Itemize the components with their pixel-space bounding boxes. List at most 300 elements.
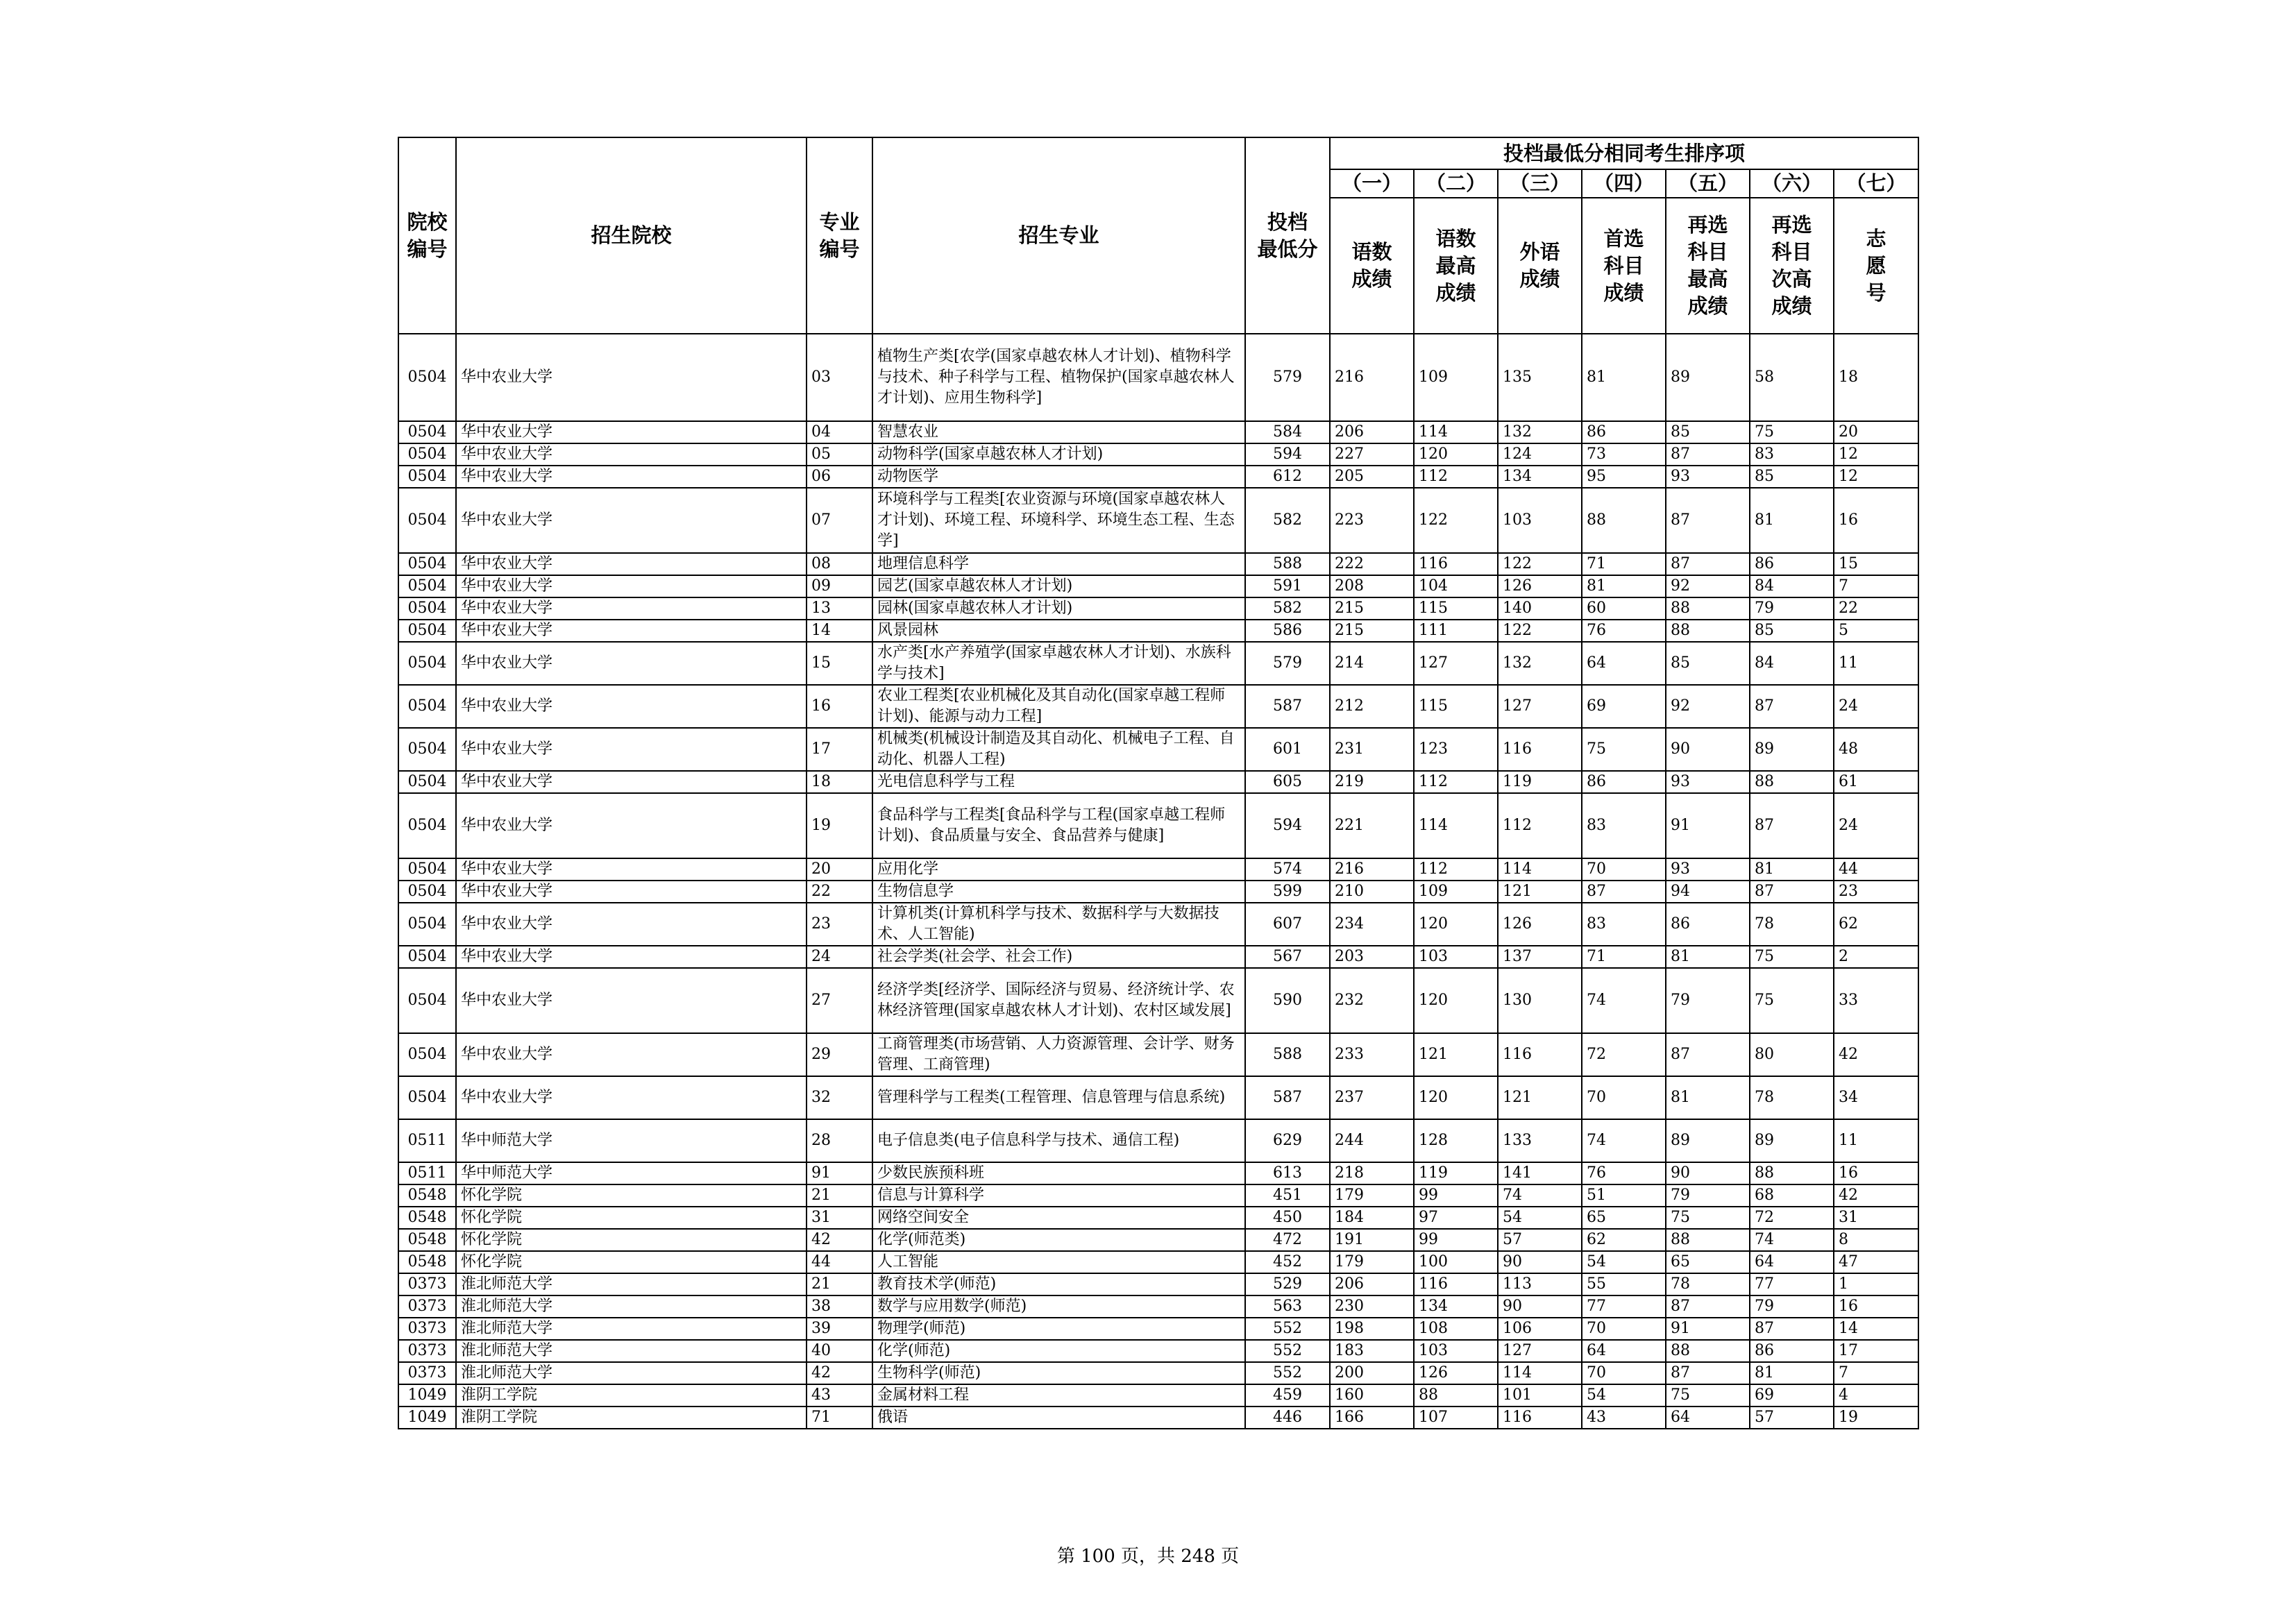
cell-tiebreak-value: 79 bbox=[1750, 597, 1834, 620]
cell-school-code: 0504 bbox=[398, 421, 456, 443]
cell-school-name: 华中农业大学 bbox=[456, 620, 807, 642]
cell-min-score: 584 bbox=[1245, 421, 1330, 443]
header-tiebreak-num: （二） bbox=[1414, 169, 1498, 198]
cell-tiebreak-value: 89 bbox=[1750, 728, 1834, 771]
cell-tiebreak-value: 116 bbox=[1414, 553, 1498, 575]
cell-school-code: 1049 bbox=[398, 1407, 456, 1429]
cell-tiebreak-value: 86 bbox=[1582, 771, 1666, 793]
cell-school-code: 0504 bbox=[398, 858, 456, 881]
cell-major-code: 09 bbox=[807, 575, 872, 597]
table-row bbox=[398, 466, 1918, 488]
cell-tiebreak-value: 83 bbox=[1582, 793, 1666, 858]
cell-school-name: 华中农业大学 bbox=[456, 1076, 807, 1119]
table-row bbox=[398, 620, 1918, 642]
cell-major-name: 生物科学(师范) bbox=[872, 1362, 1245, 1384]
cell-tiebreak-value: 88 bbox=[1750, 771, 1834, 793]
cell-tiebreak-value: 77 bbox=[1750, 1273, 1834, 1295]
cell-tiebreak-value: 114 bbox=[1414, 421, 1498, 443]
cell-tiebreak-value: 70 bbox=[1582, 858, 1666, 881]
cell-tiebreak-value: 103 bbox=[1498, 488, 1582, 553]
cell-tiebreak-value: 109 bbox=[1414, 881, 1498, 903]
cell-major-code: 06 bbox=[807, 466, 872, 488]
cell-school-code: 0548 bbox=[398, 1184, 456, 1207]
cell-tiebreak-value: 75 bbox=[1666, 1207, 1750, 1229]
cell-tiebreak-value: 109 bbox=[1414, 334, 1498, 421]
cell-school-name: 华中农业大学 bbox=[456, 642, 807, 685]
cell-major-code: 05 bbox=[807, 443, 872, 466]
cell-tiebreak-value: 135 bbox=[1498, 334, 1582, 421]
table-row bbox=[398, 1407, 1918, 1429]
cell-school-name: 华中农业大学 bbox=[456, 793, 807, 858]
cell-tiebreak-value: 244 bbox=[1330, 1119, 1414, 1162]
cell-major-name: 地理信息科学 bbox=[872, 553, 1245, 575]
table-row bbox=[398, 1273, 1918, 1295]
cell-min-score: 599 bbox=[1245, 881, 1330, 903]
cell-tiebreak-value: 88 bbox=[1666, 1229, 1750, 1251]
header-tiebreak-label: 语数 成绩 bbox=[1330, 198, 1414, 334]
cell-school-code: 0504 bbox=[398, 575, 456, 597]
cell-tiebreak-value: 137 bbox=[1498, 946, 1582, 968]
cell-tiebreak-value: 5 bbox=[1834, 620, 1918, 642]
cell-tiebreak-value: 86 bbox=[1666, 903, 1750, 946]
cell-min-score: 567 bbox=[1245, 946, 1330, 968]
cell-tiebreak-value: 227 bbox=[1330, 443, 1414, 466]
cell-tiebreak-value: 88 bbox=[1666, 597, 1750, 620]
cell-tiebreak-value: 70 bbox=[1582, 1318, 1666, 1340]
cell-tiebreak-value: 216 bbox=[1330, 334, 1414, 421]
cell-tiebreak-value: 17 bbox=[1834, 1340, 1918, 1362]
cell-major-code: 71 bbox=[807, 1407, 872, 1429]
cell-tiebreak-value: 69 bbox=[1582, 685, 1666, 728]
cell-school-code: 0504 bbox=[398, 881, 456, 903]
table-row bbox=[398, 1076, 1918, 1119]
cell-tiebreak-value: 62 bbox=[1834, 903, 1918, 946]
cell-tiebreak-value: 132 bbox=[1498, 421, 1582, 443]
cell-major-code: 42 bbox=[807, 1362, 872, 1384]
cell-tiebreak-value: 87 bbox=[1666, 553, 1750, 575]
cell-school-name: 华中农业大学 bbox=[456, 968, 807, 1033]
cell-school-name: 华中农业大学 bbox=[456, 466, 807, 488]
cell-tiebreak-value: 115 bbox=[1414, 597, 1498, 620]
cell-tiebreak-value: 85 bbox=[1666, 642, 1750, 685]
cell-major-name: 机械类(机械设计制造及其自动化、机械电子工程、自动化、机器人工程) bbox=[872, 728, 1245, 771]
cell-school-code: 0373 bbox=[398, 1318, 456, 1340]
cell-min-score: 591 bbox=[1245, 575, 1330, 597]
cell-tiebreak-value: 91 bbox=[1666, 1318, 1750, 1340]
cell-school-code: 0504 bbox=[398, 771, 456, 793]
header-min-score: 投档 最低分 bbox=[1245, 137, 1330, 334]
cell-tiebreak-value: 48 bbox=[1834, 728, 1918, 771]
cell-school-name: 华中农业大学 bbox=[456, 421, 807, 443]
page-footer: 第 100 页，共 248 页 bbox=[1056, 1546, 1240, 1567]
cell-tiebreak-value: 126 bbox=[1498, 903, 1582, 946]
cell-tiebreak-value: 70 bbox=[1582, 1362, 1666, 1384]
cell-tiebreak-value: 166 bbox=[1330, 1407, 1414, 1429]
table-row bbox=[398, 1318, 1918, 1340]
cell-tiebreak-value: 206 bbox=[1330, 421, 1414, 443]
cell-tiebreak-value: 74 bbox=[1582, 1119, 1666, 1162]
cell-tiebreak-value: 116 bbox=[1498, 1407, 1582, 1429]
cell-tiebreak-value: 69 bbox=[1750, 1384, 1834, 1407]
cell-tiebreak-value: 20 bbox=[1834, 421, 1918, 443]
cell-major-code: 18 bbox=[807, 771, 872, 793]
cell-tiebreak-value: 88 bbox=[1582, 488, 1666, 553]
cell-tiebreak-value: 87 bbox=[1666, 1295, 1750, 1318]
cell-tiebreak-value: 90 bbox=[1666, 1162, 1750, 1184]
cell-tiebreak-value: 22 bbox=[1834, 597, 1918, 620]
cell-tiebreak-value: 219 bbox=[1330, 771, 1414, 793]
cell-tiebreak-value: 54 bbox=[1582, 1384, 1666, 1407]
cell-tiebreak-value: 122 bbox=[1498, 553, 1582, 575]
cell-tiebreak-value: 94 bbox=[1666, 881, 1750, 903]
cell-major-code: 44 bbox=[807, 1251, 872, 1273]
cell-tiebreak-value: 93 bbox=[1666, 771, 1750, 793]
cell-major-code: 43 bbox=[807, 1384, 872, 1407]
cell-tiebreak-value: 78 bbox=[1666, 1273, 1750, 1295]
cell-tiebreak-value: 44 bbox=[1834, 858, 1918, 881]
cell-major-name: 信息与计算科学 bbox=[872, 1184, 1245, 1207]
table-row bbox=[398, 334, 1918, 421]
cell-tiebreak-value: 81 bbox=[1666, 1076, 1750, 1119]
table-row bbox=[398, 1251, 1918, 1273]
cell-tiebreak-value: 19 bbox=[1834, 1407, 1918, 1429]
cell-major-name: 动物科学(国家卓越农林人才计划) bbox=[872, 443, 1245, 466]
cell-major-code: 21 bbox=[807, 1273, 872, 1295]
cell-major-name: 网络空间安全 bbox=[872, 1207, 1245, 1229]
header-tiebreak-num: （三） bbox=[1498, 169, 1582, 198]
cell-school-name: 华中农业大学 bbox=[456, 771, 807, 793]
table-row bbox=[398, 597, 1918, 620]
cell-min-score: 552 bbox=[1245, 1362, 1330, 1384]
cell-tiebreak-value: 97 bbox=[1414, 1207, 1498, 1229]
cell-tiebreak-value: 75 bbox=[1750, 421, 1834, 443]
cell-tiebreak-value: 65 bbox=[1582, 1207, 1666, 1229]
cell-tiebreak-value: 11 bbox=[1834, 642, 1918, 685]
cell-tiebreak-value: 43 bbox=[1582, 1407, 1666, 1429]
cell-tiebreak-value: 23 bbox=[1834, 881, 1918, 903]
cell-tiebreak-value: 87 bbox=[1750, 881, 1834, 903]
cell-tiebreak-value: 216 bbox=[1330, 858, 1414, 881]
cell-tiebreak-value: 203 bbox=[1330, 946, 1414, 968]
table-row bbox=[398, 575, 1918, 597]
cell-school-code: 0504 bbox=[398, 793, 456, 858]
cell-tiebreak-value: 88 bbox=[1666, 620, 1750, 642]
cell-tiebreak-value: 101 bbox=[1498, 1384, 1582, 1407]
cell-tiebreak-value: 121 bbox=[1498, 881, 1582, 903]
cell-major-name: 光电信息科学与工程 bbox=[872, 771, 1245, 793]
cell-tiebreak-value: 64 bbox=[1582, 1340, 1666, 1362]
cell-tiebreak-value: 89 bbox=[1666, 1119, 1750, 1162]
cell-tiebreak-value: 127 bbox=[1498, 1340, 1582, 1362]
cell-tiebreak-value: 230 bbox=[1330, 1295, 1414, 1318]
cell-school-code: 0504 bbox=[398, 903, 456, 946]
cell-min-score: 588 bbox=[1245, 1033, 1330, 1076]
cell-tiebreak-value: 237 bbox=[1330, 1076, 1414, 1119]
header-school-name: 招生院校 bbox=[456, 137, 807, 334]
header-tiebreak-num: （一） bbox=[1330, 169, 1414, 198]
cell-major-code: 04 bbox=[807, 421, 872, 443]
cell-tiebreak-value: 210 bbox=[1330, 881, 1414, 903]
cell-tiebreak-value: 79 bbox=[1666, 1184, 1750, 1207]
cell-major-name: 人工智能 bbox=[872, 1251, 1245, 1273]
cell-tiebreak-value: 70 bbox=[1582, 1076, 1666, 1119]
cell-tiebreak-value: 76 bbox=[1582, 620, 1666, 642]
cell-school-code: 0548 bbox=[398, 1207, 456, 1229]
cell-major-code: 17 bbox=[807, 728, 872, 771]
cell-tiebreak-value: 64 bbox=[1582, 642, 1666, 685]
cell-min-score: 579 bbox=[1245, 334, 1330, 421]
cell-tiebreak-value: 87 bbox=[1666, 443, 1750, 466]
header-tiebreak-label: 再选 科目 最高 成绩 bbox=[1666, 198, 1750, 334]
cell-tiebreak-value: 212 bbox=[1330, 685, 1414, 728]
cell-major-code: 32 bbox=[807, 1076, 872, 1119]
cell-tiebreak-value: 120 bbox=[1414, 443, 1498, 466]
cell-major-name: 园林(国家卓越农林人才计划) bbox=[872, 597, 1245, 620]
cell-min-score: 579 bbox=[1245, 642, 1330, 685]
cell-tiebreak-value: 79 bbox=[1750, 1295, 1834, 1318]
cell-tiebreak-value: 12 bbox=[1834, 443, 1918, 466]
cell-tiebreak-value: 126 bbox=[1414, 1362, 1498, 1384]
cell-tiebreak-value: 121 bbox=[1498, 1076, 1582, 1119]
cell-tiebreak-value: 64 bbox=[1666, 1407, 1750, 1429]
cell-major-code: 16 bbox=[807, 685, 872, 728]
cell-tiebreak-value: 81 bbox=[1666, 946, 1750, 968]
cell-tiebreak-value: 54 bbox=[1498, 1207, 1582, 1229]
cell-tiebreak-value: 75 bbox=[1750, 968, 1834, 1033]
cell-tiebreak-value: 78 bbox=[1750, 1076, 1834, 1119]
cell-min-score: 451 bbox=[1245, 1184, 1330, 1207]
cell-tiebreak-value: 140 bbox=[1498, 597, 1582, 620]
cell-major-code: 23 bbox=[807, 903, 872, 946]
cell-min-score: 588 bbox=[1245, 553, 1330, 575]
admission-score-table bbox=[398, 137, 1919, 1429]
cell-major-code: 91 bbox=[807, 1162, 872, 1184]
table-row bbox=[398, 771, 1918, 793]
cell-tiebreak-value: 232 bbox=[1330, 968, 1414, 1033]
cell-tiebreak-value: 108 bbox=[1414, 1318, 1498, 1340]
cell-tiebreak-value: 107 bbox=[1414, 1407, 1498, 1429]
cell-school-code: 0504 bbox=[398, 685, 456, 728]
cell-school-code: 0504 bbox=[398, 553, 456, 575]
cell-tiebreak-value: 113 bbox=[1498, 1273, 1582, 1295]
cell-major-name: 少数民族预科班 bbox=[872, 1162, 1245, 1184]
cell-tiebreak-value: 87 bbox=[1666, 1362, 1750, 1384]
table-row bbox=[398, 1229, 1918, 1251]
header-major-name: 招生专业 bbox=[872, 137, 1245, 334]
cell-major-code: 03 bbox=[807, 334, 872, 421]
cell-major-name: 动物医学 bbox=[872, 466, 1245, 488]
cell-major-name: 生物信息学 bbox=[872, 881, 1245, 903]
cell-tiebreak-value: 215 bbox=[1330, 597, 1414, 620]
cell-major-name: 化学(师范类) bbox=[872, 1229, 1245, 1251]
header-tiebreak-num: （五） bbox=[1666, 169, 1750, 198]
cell-major-name: 应用化学 bbox=[872, 858, 1245, 881]
header-tiebreak-label: 语数 最高 成绩 bbox=[1414, 198, 1498, 334]
cell-tiebreak-value: 74 bbox=[1582, 968, 1666, 1033]
cell-tiebreak-value: 89 bbox=[1666, 334, 1750, 421]
cell-tiebreak-value: 132 bbox=[1498, 642, 1582, 685]
cell-tiebreak-value: 231 bbox=[1330, 728, 1414, 771]
cell-major-name: 园艺(国家卓越农林人才计划) bbox=[872, 575, 1245, 597]
cell-tiebreak-value: 74 bbox=[1750, 1229, 1834, 1251]
cell-tiebreak-value: 81 bbox=[1750, 1362, 1834, 1384]
cell-tiebreak-value: 116 bbox=[1414, 1273, 1498, 1295]
cell-tiebreak-value: 160 bbox=[1330, 1384, 1414, 1407]
cell-tiebreak-value: 7 bbox=[1834, 575, 1918, 597]
cell-tiebreak-value: 111 bbox=[1414, 620, 1498, 642]
cell-major-name: 水产类[水产养殖学(国家卓越农林人才计划)、水族科学与技术] bbox=[872, 642, 1245, 685]
cell-tiebreak-value: 112 bbox=[1414, 858, 1498, 881]
cell-tiebreak-value: 112 bbox=[1414, 466, 1498, 488]
cell-tiebreak-value: 100 bbox=[1414, 1251, 1498, 1273]
cell-school-name: 淮北师范大学 bbox=[456, 1340, 807, 1362]
cell-tiebreak-value: 87 bbox=[1750, 793, 1834, 858]
cell-school-name: 华中农业大学 bbox=[456, 553, 807, 575]
cell-school-name: 华中农业大学 bbox=[456, 597, 807, 620]
cell-school-code: 0504 bbox=[398, 620, 456, 642]
table-row bbox=[398, 858, 1918, 881]
cell-major-name: 教育技术学(师范) bbox=[872, 1273, 1245, 1295]
cell-min-score: 529 bbox=[1245, 1273, 1330, 1295]
cell-tiebreak-value: 221 bbox=[1330, 793, 1414, 858]
cell-tiebreak-value: 90 bbox=[1498, 1251, 1582, 1273]
cell-tiebreak-value: 81 bbox=[1582, 334, 1666, 421]
header-tiebreak-label: 再选 科目 次高 成绩 bbox=[1750, 198, 1834, 334]
cell-school-name: 怀化学院 bbox=[456, 1251, 807, 1273]
cell-tiebreak-value: 78 bbox=[1750, 903, 1834, 946]
cell-tiebreak-value: 205 bbox=[1330, 466, 1414, 488]
cell-school-code: 0504 bbox=[398, 466, 456, 488]
cell-tiebreak-value: 134 bbox=[1414, 1295, 1498, 1318]
cell-school-code: 1049 bbox=[398, 1384, 456, 1407]
cell-major-name: 计算机类(计算机科学与技术、数据科学与大数据技术、人工智能) bbox=[872, 903, 1245, 946]
cell-tiebreak-value: 87 bbox=[1750, 685, 1834, 728]
cell-school-code: 0548 bbox=[398, 1251, 456, 1273]
cell-tiebreak-value: 86 bbox=[1750, 553, 1834, 575]
cell-major-name: 化学(师范) bbox=[872, 1340, 1245, 1362]
header-tiebreak-label: 首选 科目 成绩 bbox=[1582, 198, 1666, 334]
cell-tiebreak-value: 114 bbox=[1414, 793, 1498, 858]
cell-min-score: 582 bbox=[1245, 597, 1330, 620]
cell-school-code: 0504 bbox=[398, 488, 456, 553]
table-row bbox=[398, 685, 1918, 728]
cell-school-code: 0511 bbox=[398, 1119, 456, 1162]
cell-tiebreak-value: 208 bbox=[1330, 575, 1414, 597]
table-row bbox=[398, 1295, 1918, 1318]
cell-tiebreak-value: 81 bbox=[1582, 575, 1666, 597]
cell-tiebreak-value: 55 bbox=[1582, 1273, 1666, 1295]
cell-tiebreak-value: 81 bbox=[1750, 858, 1834, 881]
cell-tiebreak-value: 122 bbox=[1498, 620, 1582, 642]
cell-tiebreak-value: 74 bbox=[1498, 1184, 1582, 1207]
cell-tiebreak-value: 84 bbox=[1750, 642, 1834, 685]
cell-min-score: 582 bbox=[1245, 488, 1330, 553]
cell-major-code: 07 bbox=[807, 488, 872, 553]
table-body bbox=[398, 334, 1918, 1429]
cell-school-name: 华中农业大学 bbox=[456, 728, 807, 771]
cell-min-score: 563 bbox=[1245, 1295, 1330, 1318]
cell-major-name: 金属材料工程 bbox=[872, 1384, 1245, 1407]
cell-school-code: 0373 bbox=[398, 1273, 456, 1295]
cell-major-name: 数学与应用数学(师范) bbox=[872, 1295, 1245, 1318]
cell-tiebreak-value: 87 bbox=[1750, 1318, 1834, 1340]
cell-tiebreak-value: 126 bbox=[1498, 575, 1582, 597]
cell-tiebreak-value: 2 bbox=[1834, 946, 1918, 968]
cell-tiebreak-value: 218 bbox=[1330, 1162, 1414, 1184]
cell-tiebreak-value: 88 bbox=[1750, 1162, 1834, 1184]
cell-tiebreak-value: 47 bbox=[1834, 1251, 1918, 1273]
cell-major-code: 15 bbox=[807, 642, 872, 685]
header-tiebreak-label: 外语 成绩 bbox=[1498, 198, 1582, 334]
table-row bbox=[398, 488, 1918, 553]
cell-tiebreak-value: 24 bbox=[1834, 685, 1918, 728]
table-row bbox=[398, 1340, 1918, 1362]
cell-major-code: 14 bbox=[807, 620, 872, 642]
cell-tiebreak-value: 92 bbox=[1666, 685, 1750, 728]
cell-min-score: 601 bbox=[1245, 728, 1330, 771]
cell-tiebreak-value: 141 bbox=[1498, 1162, 1582, 1184]
cell-school-code: 0504 bbox=[398, 443, 456, 466]
table-row bbox=[398, 881, 1918, 903]
cell-tiebreak-value: 87 bbox=[1666, 488, 1750, 553]
cell-tiebreak-value: 57 bbox=[1498, 1229, 1582, 1251]
cell-school-code: 0504 bbox=[398, 334, 456, 421]
cell-school-name: 怀化学院 bbox=[456, 1184, 807, 1207]
cell-tiebreak-value: 33 bbox=[1834, 968, 1918, 1033]
cell-school-name: 淮北师范大学 bbox=[456, 1295, 807, 1318]
cell-min-score: 586 bbox=[1245, 620, 1330, 642]
cell-tiebreak-value: 198 bbox=[1330, 1318, 1414, 1340]
table-row bbox=[398, 946, 1918, 968]
cell-tiebreak-value: 42 bbox=[1834, 1184, 1918, 1207]
cell-min-score: 552 bbox=[1245, 1340, 1330, 1362]
cell-major-code: 42 bbox=[807, 1229, 872, 1251]
cell-tiebreak-value: 121 bbox=[1414, 1033, 1498, 1076]
cell-major-name: 俄语 bbox=[872, 1407, 1245, 1429]
cell-tiebreak-value: 233 bbox=[1330, 1033, 1414, 1076]
cell-major-code: 28 bbox=[807, 1119, 872, 1162]
table-row bbox=[398, 553, 1918, 575]
cell-tiebreak-value: 200 bbox=[1330, 1362, 1414, 1384]
cell-school-code: 0504 bbox=[398, 728, 456, 771]
header-school-code: 院校 编号 bbox=[398, 137, 456, 334]
cell-major-name: 社会学类(社会学、社会工作) bbox=[872, 946, 1245, 968]
cell-tiebreak-value: 83 bbox=[1582, 903, 1666, 946]
cell-major-code: 40 bbox=[807, 1340, 872, 1362]
cell-tiebreak-value: 84 bbox=[1750, 575, 1834, 597]
cell-school-name: 淮北师范大学 bbox=[456, 1273, 807, 1295]
cell-major-code: 27 bbox=[807, 968, 872, 1033]
cell-tiebreak-value: 71 bbox=[1582, 946, 1666, 968]
cell-tiebreak-value: 184 bbox=[1330, 1207, 1414, 1229]
cell-major-code: 20 bbox=[807, 858, 872, 881]
cell-tiebreak-value: 119 bbox=[1414, 1162, 1498, 1184]
cell-tiebreak-value: 80 bbox=[1750, 1033, 1834, 1076]
cell-tiebreak-value: 130 bbox=[1498, 968, 1582, 1033]
cell-tiebreak-value: 76 bbox=[1582, 1162, 1666, 1184]
cell-school-name: 华中农业大学 bbox=[456, 1033, 807, 1076]
cell-tiebreak-value: 119 bbox=[1498, 771, 1582, 793]
cell-major-code: 29 bbox=[807, 1033, 872, 1076]
cell-tiebreak-value: 120 bbox=[1414, 968, 1498, 1033]
cell-tiebreak-value: 7 bbox=[1834, 1362, 1918, 1384]
cell-school-name: 怀化学院 bbox=[456, 1207, 807, 1229]
cell-school-code: 0511 bbox=[398, 1162, 456, 1184]
cell-school-code: 0504 bbox=[398, 1076, 456, 1119]
cell-school-name: 华中农业大学 bbox=[456, 575, 807, 597]
cell-major-name: 农业工程类[农业机械化及其自动化(国家卓越工程师计划)、能源与动力工程] bbox=[872, 685, 1245, 728]
table-row bbox=[398, 793, 1918, 858]
